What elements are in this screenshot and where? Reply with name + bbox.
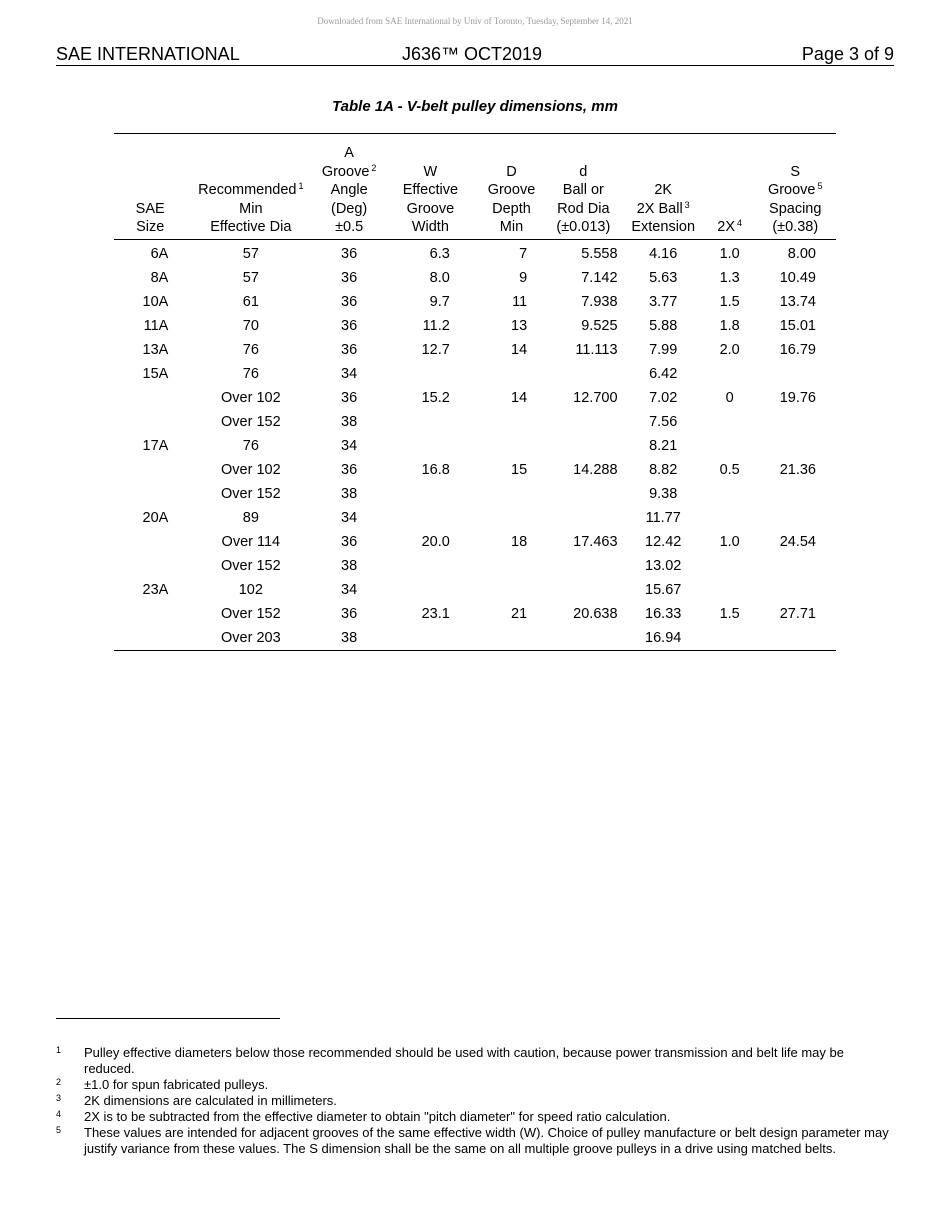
table-cell [478, 410, 545, 434]
table-cell: 1.3 [719, 269, 740, 286]
table-cell: 13.74 [779, 293, 816, 310]
page-header [56, 44, 894, 66]
table-row [114, 482, 836, 506]
table-cell: 89 [242, 509, 259, 526]
table-cell [545, 626, 621, 651]
footnote-ref-5: 5 [817, 181, 823, 191]
footnote-text: These values are intended for adjacent grooves of the same effective width (W). Choice of pulley manufacture or belt design parameter may justify variance from these values. The S dimension shall be the same on all multiple groove pulleys in a drive using matched belts. [84, 1125, 889, 1156]
table-cell [754, 410, 836, 434]
table-cell: 11.113 [575, 341, 618, 358]
table-cell: 11.77 [645, 509, 681, 526]
table-cell: Over 114 [221, 533, 281, 550]
footnote [56, 1077, 896, 1093]
table-cell: 36 [341, 341, 358, 358]
footnote-number: 3 [56, 1093, 62, 1103]
table-cell: 24.54 [779, 533, 816, 550]
table-cell: 17.463 [573, 533, 618, 550]
table-cell [383, 506, 478, 530]
table-cell: 34 [341, 581, 358, 598]
table-cell: 38 [341, 557, 358, 574]
table-row [114, 386, 836, 410]
footnote-text: Pulley effective diameters below those recommended should be used with caution, because power transmission and belt life may be reduced. [84, 1045, 844, 1076]
table-cell: 36 [341, 293, 358, 310]
table-cell: 11A [143, 317, 169, 334]
table-cell: 34 [341, 437, 358, 454]
table-cell: 1.0 [719, 245, 740, 262]
footnote [56, 1125, 896, 1157]
table-cell: 15.2 [421, 389, 450, 406]
table-cell [478, 554, 545, 578]
table-cell [478, 482, 545, 506]
table-row [114, 338, 836, 362]
footnote-ref-2: 2 [371, 162, 377, 173]
table-cell: 13.02 [645, 557, 682, 574]
table-cell [114, 386, 186, 410]
table-cell [478, 434, 545, 458]
table-cell: 7.02 [649, 389, 678, 406]
table-cell [383, 578, 478, 602]
table-cell: 61 [242, 293, 259, 310]
table-cell [545, 482, 621, 506]
table-row [114, 578, 836, 602]
table-row [114, 602, 836, 626]
header-groove-depth: D Groove Depth Min [478, 134, 545, 240]
header-groove-spacing: S Groove $^5$ Spacing (±0.38) [754, 134, 836, 240]
table-cell [383, 554, 478, 578]
table-cell: 9 [519, 269, 528, 286]
table-cell: 36 [341, 605, 358, 622]
table-row [114, 554, 836, 578]
header-ball-rod-dia: d Ball or Rod Dia (±0.013) [545, 134, 621, 240]
table-cell: 7.99 [649, 341, 678, 358]
table-cell [114, 554, 186, 578]
table-cell: 5.63 [649, 269, 678, 286]
table-cell [545, 554, 621, 578]
header-sae-size: SAE Size [114, 134, 186, 240]
table-cell: 6A [150, 245, 169, 262]
table-cell: 8.0 [429, 269, 450, 286]
table-cell: 27.71 [779, 605, 816, 622]
header-groove-angle: A Groove $^2$ Angle (Deg) ±0.5 [315, 134, 383, 240]
table-row [114, 530, 836, 554]
table-cell [114, 626, 186, 651]
table-cell: 5.558 [581, 245, 618, 262]
table-cell: 10A [142, 293, 169, 310]
table-cell [545, 578, 621, 602]
table-row [114, 266, 836, 290]
table-cell [478, 506, 545, 530]
table-cell: 2.0 [719, 341, 740, 358]
table-cell [114, 410, 186, 434]
table-cell [705, 626, 755, 651]
table-cell: 7 [519, 245, 528, 262]
table-row [114, 410, 836, 434]
table-cell: 12.700 [573, 389, 618, 406]
table-cell [705, 506, 755, 530]
table-cell: 9.7 [429, 293, 450, 310]
table-cell: 8.00 [787, 245, 816, 262]
table-cell [383, 626, 478, 651]
table-cell [754, 482, 836, 506]
table-cell: 15.67 [645, 581, 682, 598]
table-cell [705, 410, 755, 434]
table-cell [383, 434, 478, 458]
table-cell [754, 626, 836, 651]
table-cell [114, 530, 186, 554]
table-row [114, 362, 836, 386]
table-row [114, 314, 836, 338]
footnotes [56, 1045, 896, 1157]
table-cell: 14 [511, 341, 528, 358]
table-cell [383, 362, 478, 386]
footnote-number: 2 [56, 1077, 62, 1087]
table-cell: 7.56 [649, 413, 678, 430]
footnote-ref-3: 3 [684, 199, 690, 210]
table-cell [705, 578, 755, 602]
table-cell: 8A [150, 269, 169, 286]
table-cell [114, 602, 186, 626]
table-cell: 36 [341, 461, 358, 478]
header-document-id: J636™ OCT2019 [402, 44, 543, 64]
table-cell: 1.5 [719, 293, 740, 310]
table-cell [478, 578, 545, 602]
table-cell: 16.94 [645, 629, 682, 646]
table-cell: 36 [341, 245, 358, 262]
footnote [56, 1045, 896, 1077]
header-ball-extension: 2K 2X Ball $^3$ Extension [622, 134, 705, 240]
table-cell: 34 [341, 365, 358, 382]
table-cell [114, 458, 186, 482]
table-cell: 23.1 [421, 605, 450, 622]
table-cell [114, 482, 186, 506]
table-cell: 34 [341, 509, 358, 526]
table-cell: 76 [242, 437, 259, 454]
table-cell [754, 362, 836, 386]
header-page-number: Page 3 of 9 [801, 44, 894, 64]
table-cell: 9.525 [581, 317, 618, 334]
table-body [114, 239, 836, 650]
table-cell: 21.36 [779, 461, 816, 478]
table-cell: 0 [725, 389, 734, 406]
table-cell [754, 434, 836, 458]
header-organization: SAE INTERNATIONAL [56, 44, 240, 64]
table-cell: Over 152 [221, 485, 281, 502]
table-cell: 23A [142, 581, 169, 598]
table-cell: 8.82 [649, 461, 678, 478]
table-cell: 36 [341, 389, 358, 406]
footnote-number: 5 [56, 1125, 62, 1135]
table-cell: Over 152 [221, 557, 281, 574]
header-2x: 2X $^4$ [705, 134, 755, 240]
table-cell [705, 362, 755, 386]
table-cell: 3.77 [649, 293, 678, 310]
footnote-text: ±1.0 for spun fabricated pulleys. [84, 1077, 269, 1092]
table-cell: 1.8 [719, 317, 740, 334]
table-cell: 13 [511, 317, 528, 334]
table-cell: 5.88 [649, 317, 678, 334]
table-cell: 13A [142, 341, 169, 358]
table-cell: Over 203 [221, 629, 281, 646]
table-cell: 11.2 [422, 317, 450, 334]
footnote-number: 4 [56, 1109, 62, 1119]
table-cell: 76 [242, 341, 259, 358]
table-cell: 102 [238, 581, 263, 598]
table-cell: 18 [511, 533, 528, 550]
table-cell: 57 [242, 269, 259, 286]
table-cell: 16.79 [779, 341, 816, 358]
table-cell: 36 [341, 317, 358, 334]
table-cell: 7.938 [581, 293, 618, 310]
table-cell: 36 [341, 269, 358, 286]
table-cell: 16.33 [645, 605, 682, 622]
table-cell: Over 152 [221, 605, 281, 622]
table-cell: 4.16 [649, 245, 678, 262]
footnote-text: 2K dimensions are calculated in millimeters. [84, 1093, 337, 1108]
table-cell [754, 506, 836, 530]
table-cell: 20.638 [573, 605, 618, 622]
table-row [114, 626, 836, 651]
table-cell: 6.3 [429, 245, 450, 262]
table-cell: Over 102 [221, 461, 281, 478]
table-cell: Over 102 [221, 389, 281, 406]
table-cell: 17A [142, 437, 169, 454]
table-cell: 0.5 [719, 461, 740, 478]
table-cell: 15A [142, 365, 169, 382]
table-cell: 38 [341, 629, 358, 646]
table-cell [705, 434, 755, 458]
table-title: Table 1A - V-belt pulley dimensions, mm [332, 98, 618, 115]
table-cell: Over 152 [221, 413, 281, 430]
table-row [114, 458, 836, 482]
table-cell: 14.288 [573, 461, 618, 478]
table-cell: 70 [242, 317, 259, 334]
table-cell: 36 [341, 533, 358, 550]
table-cell [478, 362, 545, 386]
table-cell [545, 410, 621, 434]
table-row [114, 506, 836, 530]
table-cell: 19.76 [779, 389, 816, 406]
header-effective-groove-width: W Effective Groove Width [383, 134, 478, 240]
table-cell: 15 [511, 461, 528, 478]
table-cell [545, 362, 621, 386]
table-cell: 20A [142, 509, 169, 526]
table-cell [754, 578, 836, 602]
footnote-divider [56, 1018, 280, 1019]
table-cell: 57 [242, 245, 259, 262]
table-cell: 8.21 [649, 437, 678, 454]
table-cell [383, 482, 478, 506]
footnote-ref-4: 4 [737, 218, 743, 228]
table-cell: 15.01 [779, 317, 816, 334]
table-row [114, 239, 836, 266]
table-cell: 20.0 [421, 533, 450, 550]
table-cell: 7.142 [581, 269, 618, 286]
table-row [114, 290, 836, 314]
table-cell: 38 [341, 413, 358, 430]
table-cell: 10.49 [779, 269, 816, 286]
table-cell: 14 [511, 389, 528, 406]
footnote-text: 2X is to be subtracted from the effective diameter to obtain "pitch diameter" for speed ratio calculation. [84, 1109, 671, 1124]
download-watermark: Downloaded from SAE International by Univ of Toronto, Tuesday, September 14, 2021 [317, 16, 633, 26]
footnote-number: 1 [56, 1045, 62, 1055]
table-cell: 6.42 [649, 365, 678, 382]
footnote-ref-1: 1 [298, 181, 304, 191]
table-cell [545, 506, 621, 530]
table-cell [545, 434, 621, 458]
table-cell [754, 554, 836, 578]
footnote [56, 1109, 896, 1125]
table-cell: 12.7 [421, 341, 450, 358]
table-cell: 9.38 [649, 485, 678, 502]
table-cell: 21 [511, 605, 528, 622]
table-cell: 38 [341, 485, 358, 502]
table-cell: 1.5 [719, 605, 740, 622]
table-header-row [114, 134, 836, 240]
table-cell [705, 554, 755, 578]
table-cell: 16.8 [421, 461, 450, 478]
table-cell: 1.0 [719, 533, 740, 550]
table-cell: 12.42 [645, 533, 682, 550]
table-cell [383, 410, 478, 434]
table-cell [478, 626, 545, 651]
table-cell: 11 [512, 293, 528, 310]
table-cell [705, 482, 755, 506]
table-cell: 76 [242, 365, 259, 382]
table-row [114, 434, 836, 458]
footnote [56, 1093, 896, 1109]
pulley-dimensions-table [114, 133, 836, 651]
header-recommended-min-dia: Recommended $^1$ Min Effective Dia [186, 134, 315, 240]
